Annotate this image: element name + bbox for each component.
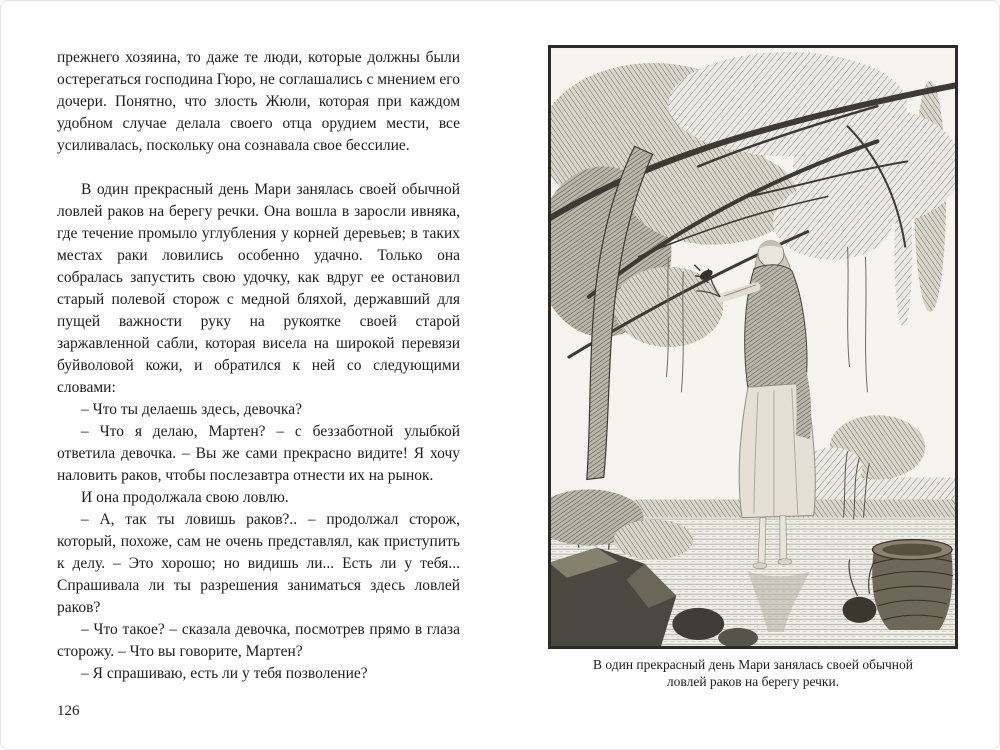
paragraph: – Я спрашиваю, есть ли у тебя позволение? bbox=[81, 665, 368, 682]
engraving-illustration bbox=[549, 46, 957, 648]
paragraph: В один прекрасный день Мари занялась своей обычной ловлей раков на берегу речки. Она вошла в заросли ивняка, где течение промыло углубления у корней деревьев; в таких местах раки ловились особенно удачно. Только она собралась запустить свою удочку, как вдруг ее остановил старый полевой сторож с медной бляхой, державший для пущей важности руку на рукоятке своей старой заржавленной сабли, которая висела на широкой перевязи буйволовой кожи, и обратился к ней со следующими словами: bbox=[57, 181, 460, 396]
text-column bbox=[57, 47, 460, 685]
paragraph: – Что я делаю, Мартен? – с беззаботной улыбкой ответила девочка. – Вы же сами прекрасно видите! Я хочу наловить раков, чтобы послезавтра отнести их на рынок. bbox=[57, 423, 460, 484]
illustration-frame bbox=[548, 45, 958, 649]
illustration-caption bbox=[548, 656, 958, 690]
paragraph: – Что ты делаешь здесь, девочка? bbox=[81, 401, 302, 418]
paragraph: – А, так ты ловишь раков?.. – продолжал сторож, который, похоже, сам не очень представлял, как приступить к делу. – Это хорошо; но видишь ли... Есть ли у тебя... Спрашивала ли ты разрешения заниматься здесь ловлей раков? bbox=[57, 511, 460, 616]
paragraph: – Что такое? – сказала девочка, посмотрев прямо в глаза сторожу. – Что вы говорите, Мартен? bbox=[57, 621, 460, 660]
page-number: 126 bbox=[57, 703, 80, 719]
caption-line-1: В один прекрасный день Мари занялась своей обычной bbox=[592, 657, 914, 672]
caption-line-2: ловлей раков на берегу речки. bbox=[666, 674, 840, 689]
paragraph: И она продолжала свою ловлю. bbox=[81, 489, 289, 506]
girl-leg bbox=[780, 516, 787, 560]
paragraph: прежнего хозяина, то даже те люди, которые должны были остерегаться господина Гюро, не соглашались с мнением его дочери. Понятно, что злость Жюли, которая при каждом удобном случае делала своего отца орудием мести, все усиливалась, поскольку она сознавала свое бессилие. bbox=[57, 49, 460, 154]
